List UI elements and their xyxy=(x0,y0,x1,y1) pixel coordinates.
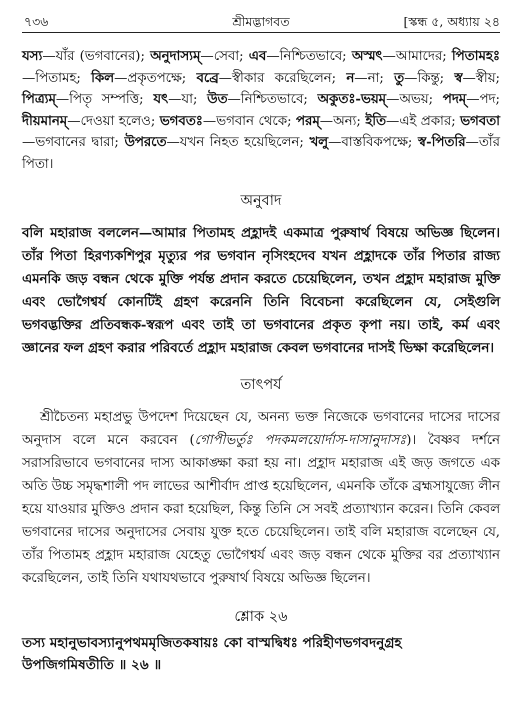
word-meaning: সেবা; xyxy=(213,49,249,64)
sanskrit-word: অনুদাস্যম্ xyxy=(150,49,201,64)
sanskrit-word: তু xyxy=(394,70,405,86)
sanskrit-word: স্ব-পিতরি xyxy=(417,135,466,151)
sanskrit-word: বব্রে xyxy=(196,70,219,86)
word-meaning: স্বীয়; xyxy=(475,70,501,86)
word-meaning: নিশ্চিতভাবে; xyxy=(279,49,352,64)
purport-part-1: শ্রীচৈতন্য মহাপ্রভু উপদেশ দিয়েছেন যে, অনন্য ভক্ত নিজেকে ভগবানের দাসের দাসের অনুদাস বলে মনে করবেন ( xyxy=(22,409,500,448)
sanskrit-word: ন xyxy=(346,70,355,86)
verse-text xyxy=(22,632,500,676)
word-meaning: এই প্রকার; xyxy=(399,113,461,129)
purport-part-2: )। বৈষ্ণব দর্শনে সরাসরিভাবে ভগবানের দাস্য আকাঙ্ক্ষা করা হয় না। প্রহ্লাদ মহারাজ এই জড় জগতে এক অতি উচ্চ সমৃদ্ধশালী পদ লাভের আশীর্বাদ প্রাপ্ত হয়েছিলেন, এমনকি তাঁকে ব্রহ্মসাযুজ্যে লীন হয়ে যাওয়ার মুক্তিও প্রদান করা হয়েছিল, কিন্তু তিনি সে সবই প্রত্যাখ্যান করেন। তিনি কেবল ভগবানের দাসের অনুদাসের সেবায় যুক্ত হতে চেয়েছিলেন। তাই বলি মহারাজ বলেছেন যে, তাঁর পিতামহ প্রহ্লাদ মহারাজ যেহেতু ভোগৈশ্বর্য এবং জড় বন্ধন থেকে মুক্তির বর প্রত্যাখ্যান করেছিলেন, তাই তিনি যথাযথভাবে পুরুষার্থ বিষয়ে অভিজ্ঞ ছিলেন। xyxy=(22,432,500,586)
word-meaning: বাস্তবিকপক্ষে; xyxy=(341,135,418,151)
word-meaning: আমাদের; xyxy=(395,49,452,64)
sanskrit-word: স্ব xyxy=(454,70,463,86)
header-rule xyxy=(22,32,500,33)
book-title: শ্রীমদ্ভাগবত xyxy=(232,14,290,29)
sanskrit-word: ভগবতঃ xyxy=(159,113,203,129)
purport-text xyxy=(22,406,500,590)
sanskrit-word: ভগবতা xyxy=(460,113,500,129)
sanskrit-word: উত xyxy=(207,92,228,108)
word-meaning: তাঁর পিতা। xyxy=(22,135,500,172)
page-header xyxy=(22,10,500,32)
sanskrit-word: অস্মৎ xyxy=(351,49,383,64)
sanskrit-word: অকুতঃ-ভয়ম্ xyxy=(317,92,387,108)
word-for-word-synonyms: যস্য—যাঁর (ভগবানের); অনুদাস্যম্—সেবা; এব—নিশ্চিতভাবে; অস্মৎ—আমাদের; পিতামহঃ—পিতামহ; কিল—প্রকৃতপক্ষে; বব্রে—স্বীকার করেছিলেন; ন—না; তু—কিন্তু; স্ব—স্বীয়; পিত্র্যম্—পিতৃ সম্পত্তি; যৎ—যা; উত—নিশ্চিতভাবে; অকুতঃ-ভয়ম্—অভয়; পদম্—পদ; দীয়মানম্—দেওয়া হলেও; ভগবতঃ—ভগবান থেকে; পরম্—অন্য; ইতি—এই প্রকার; ভগবতা—ভগবানের দ্বারা; উপরতে—যখন নিহত হয়েছিলেন; খলু—বাস্তবিকপক্ষে; স্ব-পিতরি—তাঁর পিতা। xyxy=(22,49,501,172)
word-meaning: পিতৃ সম্পত্তি; xyxy=(69,92,154,108)
sanskrit-word: যস্য xyxy=(22,49,43,64)
word-meaning: যাঁর (ভগবানের); xyxy=(55,49,151,64)
word-meaning: দেওয়া হলেও; xyxy=(80,113,160,129)
word-meaning: না; xyxy=(367,70,395,86)
purport-quote: গোপীভর্তুঃ পদকমলয়োর্দাস-দাসানুদাসঃ xyxy=(194,432,407,448)
word-meaning: স্বীকার করেছিলেন; xyxy=(231,70,347,86)
page-number: ৭৩৬ xyxy=(24,14,49,29)
sanskrit-word: উপরতে xyxy=(124,135,167,151)
purport-heading: তাৎপর্য xyxy=(240,376,282,393)
word-meaning: পিতামহ; xyxy=(35,70,92,86)
sanskrit-word: ইতি xyxy=(365,113,387,129)
verse-line-1: তস্য মহানুভাবস্যানুপথমমৃজিতকষায়ঃ কো বাস্মদ্বিধঃ পরিহীণভগবদনুগ্রহ xyxy=(22,634,402,651)
word-meaning: ভগবান থেকে; xyxy=(216,113,297,129)
translation-heading: অনুবাদ xyxy=(240,192,282,209)
word-meaning: নিশ্চিতভাবে; xyxy=(240,92,318,108)
sanskrit-word: যৎ xyxy=(153,92,169,108)
sanskrit-word: পিতামহঃ xyxy=(451,49,500,64)
word-meaning: পদ; xyxy=(479,92,500,108)
sanskrit-word: পরম্ xyxy=(296,113,320,129)
word-meaning: প্রকৃতপক্ষে; xyxy=(127,70,197,86)
sanskrit-word: পদম্ xyxy=(442,92,467,108)
sanskrit-word: এব xyxy=(248,49,267,64)
verse-line-2: উপজিগমিষতীতি ॥ ২৬ ॥ xyxy=(22,656,162,673)
chapter-reference: [স্কন্ধ ৫, অধ্যায় ২৪ xyxy=(403,14,500,29)
sanskrit-word: পিত্র্যম্ xyxy=(22,92,56,108)
word-meaning: ভগবানের দ্বারা; xyxy=(35,135,125,151)
word-meaning: যা; xyxy=(181,92,208,108)
word-meaning: অভয়; xyxy=(399,92,443,108)
word-meaning: যখন নিহত হয়েছিলেন; xyxy=(179,135,310,151)
verse-number: শ্লোক ২৬ xyxy=(234,608,288,625)
book-page xyxy=(22,10,500,715)
sanskrit-word: খলু xyxy=(309,135,329,151)
word-meaning: কিন্তু; xyxy=(417,70,455,86)
sanskrit-word: কিল xyxy=(91,70,115,86)
sanskrit-word: দীয়মানম্ xyxy=(22,113,68,129)
translation-text: বলি মহারাজ বললেন—আমার পিতামহ প্রহ্লাদই একমাত্র পুরুষার্থ বিষয়ে অভিজ্ঞ ছিলেন। তাঁর পিতা হিরণ্যকশিপুর মৃত্যুর পর ভগবান নৃসিংহদেব যখন প্রহ্লাদকে তাঁর পিতার রাজ্য এমনকি জড় বন্ধন থেকে মুক্তি পর্যন্ত প্রদান করতে চেয়েছিলেন, তখন প্রহ্লাদ মহারাজ মুক্তি এবং ভোগৈশ্বর্য কোনটিই গ্রহণ করেননি তিনি বিবেচনা করেছিলেন যে, সেইগুলি ভগবদ্ভক্তির প্রতিবন্ধক-স্বরূপ এবং তাই তা ভগবানের প্রকৃত কৃপা নয়। তাই, কর্ম এবং জ্ঞানের ফল গ্রহণ করার পরিবর্তে প্রহ্লাদ মহারাজ কেবল ভগবানের দাসই ভিক্ষা করেছিলেন। xyxy=(22,225,500,356)
word-meaning: অন্য; xyxy=(333,113,366,129)
